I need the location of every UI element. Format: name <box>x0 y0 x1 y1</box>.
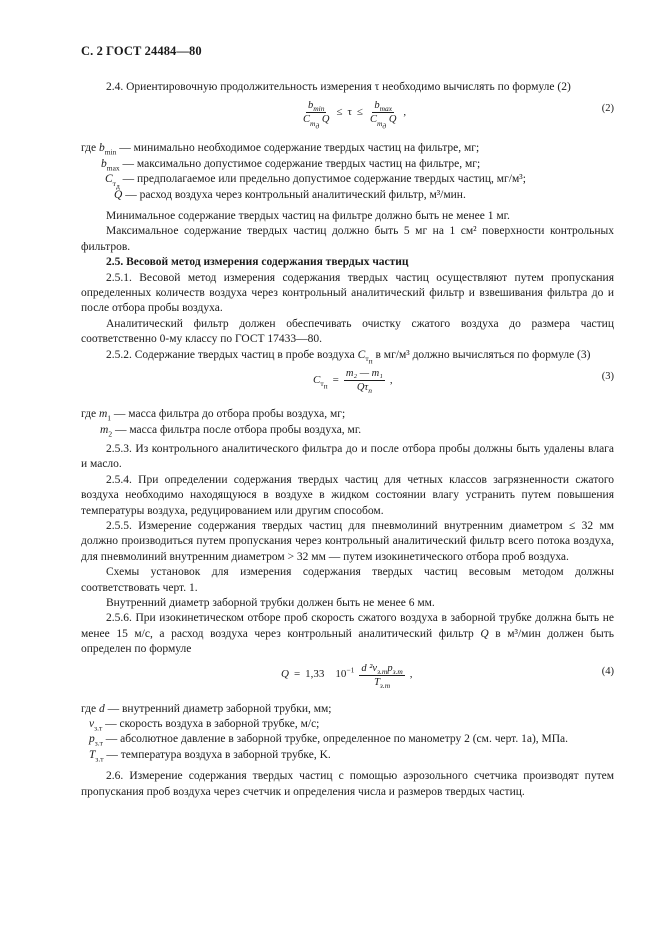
f4-num-sub: з.т <box>377 666 388 676</box>
f2-le-2: ≤ <box>356 106 363 119</box>
f2-right-den: C <box>369 114 377 126</box>
f2-left-den-sub2: д <box>315 121 320 130</box>
def-subscript: з.т <box>94 723 103 733</box>
f2-left-den: C <box>303 114 311 126</box>
p252-text-a: 2.5.2. Содержание твердых частиц в пробе воздуха <box>106 348 358 361</box>
def-prefix: где <box>81 702 99 715</box>
f4-power-exp: −1 <box>346 665 355 675</box>
formula-4-expression <box>281 662 413 689</box>
def-symbol: T <box>89 748 96 761</box>
formula-3 <box>81 367 614 407</box>
def-subscript: з.т <box>94 738 103 748</box>
f3-lhs: C <box>313 373 321 386</box>
f2-right-num-sub: max <box>379 104 393 114</box>
paragraph-2-5-2 <box>81 348 614 366</box>
p256-text-a: 2.5.6. При изокинетическом отборе проб скорость сжатого воздуха в заборной трубке должна быть не менее 15 м/с, а расход воздуха через контрольный аналитический фильтр <box>81 612 614 640</box>
f2-left-num: b <box>307 100 314 112</box>
formula-3-expression <box>313 367 393 394</box>
f3-equals: = <box>332 373 339 386</box>
paragraph-2-5-4: 2.5.4. При определении содержания твердых частиц для четных классов загрязненности сжатого воздуха необходимо находящуюся в воздухе в жидком состоянии влагу устранить путем повышения температуры воздуха, редуцированием или другим способом. <box>81 473 614 517</box>
page-header: С. 2 ГОСТ 24484—80 <box>81 44 202 58</box>
def-prefix: где <box>81 142 99 155</box>
paragraph-2-5-5: 2.5.5. Измерение содержания твердых частиц для пневмолиний внутренним диаметром ≤ 32 мм должно производиться путем пропускания через контрольный аналитический фильтр всего потока воздуха, для пневмолиний внутренним диаметром > 32 мм — путем изокинетического отбора проб воздуха. <box>81 519 614 563</box>
def-subscript: т <box>112 178 116 188</box>
formula-2-left-fraction <box>301 99 331 130</box>
f2-right-den-sub2: д <box>382 121 387 130</box>
f4-num-tail-sub: з.т <box>392 666 403 676</box>
f3-tail: , <box>389 373 393 386</box>
f2-left-num-sub: min <box>313 104 325 114</box>
paragraph-inner-diameter: Внутренний диаметр заборной трубки должен быть не менее 6 мм. <box>106 596 435 609</box>
f3-lhs-sub2: п <box>323 381 328 391</box>
paragraph-min-content: Минимальное содержание твердых частиц на фильтре должно быть не менее 1 мг. <box>106 210 510 223</box>
formula-2-number: (2) <box>601 103 614 115</box>
definitions-2 <box>81 141 614 203</box>
p252-sub: т <box>365 353 369 363</box>
f2-le-1: ≤ <box>336 106 343 119</box>
paragraph-2-6: 2.6. Измерение содержания твердых частиц с помощью аэрозольного счетчика производят путем пропускания проб воздуха через счетчик и определения числа и размеров твердых частиц. <box>81 770 614 798</box>
definition-v <box>81 717 614 732</box>
p252-symbol: C <box>357 348 366 361</box>
f4-coefficient: 1,33 <box>305 668 325 681</box>
def-symbol: d <box>98 702 105 715</box>
formula-4-number: (4) <box>601 665 614 677</box>
paragraph-max-content: Максимальное содержание твердых частиц должно быть 5 мг на 1 см² поверхности контрольных фильтров. <box>81 225 614 253</box>
definition-ctd <box>81 172 614 191</box>
formula-2-right-fraction <box>368 99 398 130</box>
f2-tail: , <box>403 106 407 119</box>
section-heading-2-5: 2.5. Весовой метод измерения содержания твердых частиц <box>106 256 409 269</box>
paragraph-2-5-3: 2.5.3. Из контрольного аналитического фильтра до и после отбора пробы должны быть удалены влага и масло. <box>81 442 614 471</box>
f3-numerator: m₂ — m₁ <box>345 368 383 380</box>
formula-4 <box>81 662 614 702</box>
definition-bmax <box>81 157 614 172</box>
def-text: — внутренний диаметр заборной трубки, мм; <box>104 702 332 715</box>
f2-right-den-sub: т <box>376 118 383 128</box>
definition-m1 <box>81 407 614 422</box>
def-subscript-2: д <box>115 181 120 191</box>
f3-denominator: Qτ <box>356 382 369 394</box>
f4-tail: , <box>409 668 413 681</box>
f3-lhs-sub: т <box>320 379 324 389</box>
formula-3-fraction <box>344 367 385 394</box>
def-subscript: 2 <box>108 428 113 438</box>
def-text: — минимально необходимое содержание твердых частиц на фильтре, мг; <box>116 142 480 155</box>
f4-lhs: Q <box>281 668 289 681</box>
definition-bmin <box>81 141 614 156</box>
f4-numerator: d ²v <box>361 662 378 674</box>
def-subscript: 1 <box>107 413 112 423</box>
definition-t <box>81 748 614 763</box>
f2-left-den-sub: т <box>310 118 316 128</box>
definitions-3 <box>81 407 614 438</box>
def-text: — абсолютное давление в заборной трубке, определенное по манометру 2 (см. черт. 1а), МПа. <box>102 733 569 746</box>
definitions-4 <box>81 702 614 764</box>
p252-sub2: п <box>368 356 373 366</box>
f4-equals: = <box>293 668 301 681</box>
p252-text-b: в мг/м³ должно вычисляться по формуле (3) <box>372 348 591 361</box>
def-text: — расход воздуха через контрольный аналитический фильтр, м³/мин. <box>122 188 466 201</box>
def-prefix: где <box>81 408 99 421</box>
def-symbol: v <box>89 718 95 730</box>
formula-3-number: (3) <box>601 371 614 383</box>
def-symbol: m <box>100 423 109 436</box>
f3-den-sub: п <box>368 386 372 396</box>
def-text: — скорость воздуха в заборной трубке, м/с; <box>102 718 320 730</box>
paragraph-2-5-1: 2.5.1. Весовой метод измерения содержания твердых частиц осуществляют путем пропускания определенных количеств воздуха через контрольный аналитический фильтр и взвешивания фильтра до и после отбора пробы воздуха. <box>81 271 614 315</box>
f2-tau: τ <box>347 106 352 119</box>
def-symbol: p <box>89 733 95 746</box>
f4-denominator: T <box>374 676 380 688</box>
f2-left-den-tail: Q <box>319 114 330 126</box>
f4-den-sub: з.т <box>379 680 391 690</box>
def-symbol: Q <box>114 188 123 201</box>
def-text: — максимально допустимое содержание твердых частиц на фильтре, мг; <box>119 157 481 170</box>
page-content <box>81 80 614 800</box>
definition-d <box>81 702 614 717</box>
paragraph-2-4: 2.4. Ориентировочную продолжительность измерения τ необходимо вычислять по формуле (2) <box>106 81 571 93</box>
def-subscript: min <box>104 147 117 157</box>
paragraph-2-5-6 <box>81 611 614 657</box>
paragraph-schemes: Схемы установок для измерения содержания твердых частиц весовым методом должны соответствовать черт. 1. <box>81 566 614 594</box>
def-symbol: b <box>98 142 105 155</box>
def-subscript: max <box>106 163 120 173</box>
def-subscript: з.т <box>95 754 104 764</box>
definition-q <box>81 188 614 203</box>
def-symbol: m <box>98 408 108 421</box>
f4-power-base: 10 <box>335 668 347 681</box>
formula-4-fraction <box>359 662 404 689</box>
definition-p <box>81 732 614 747</box>
def-symbol: b <box>101 157 107 170</box>
f2-right-den-tail: Q <box>386 114 397 126</box>
def-text: — температура воздуха в заборной трубке, K. <box>103 748 331 761</box>
def-symbol: C <box>105 173 113 186</box>
f4-num-tail: p <box>387 662 393 674</box>
paragraph-filter: Аналитический фильтр должен обеспечивать очистку сжатого воздуха до размера частиц соответственно 0-му классу по ГОСТ 17433—80. <box>81 317 614 346</box>
p256-text-b: в м³/мин должен быть определен по формуле <box>81 627 614 656</box>
definition-m2 <box>81 423 614 438</box>
f2-right-num: b <box>374 100 380 112</box>
formula-2-expression <box>301 99 407 130</box>
p256-symbol: Q <box>480 627 489 640</box>
formula-2 <box>81 99 614 139</box>
def-text: — предполагаемое или предельно допустимое содержание твердых частиц, мг/м³; <box>119 173 526 186</box>
def-text: — масса фильтра до отбора пробы воздуха, мг; <box>111 408 346 421</box>
def-text: — масса фильтра после отбора пробы воздуха, мг. <box>112 423 362 436</box>
